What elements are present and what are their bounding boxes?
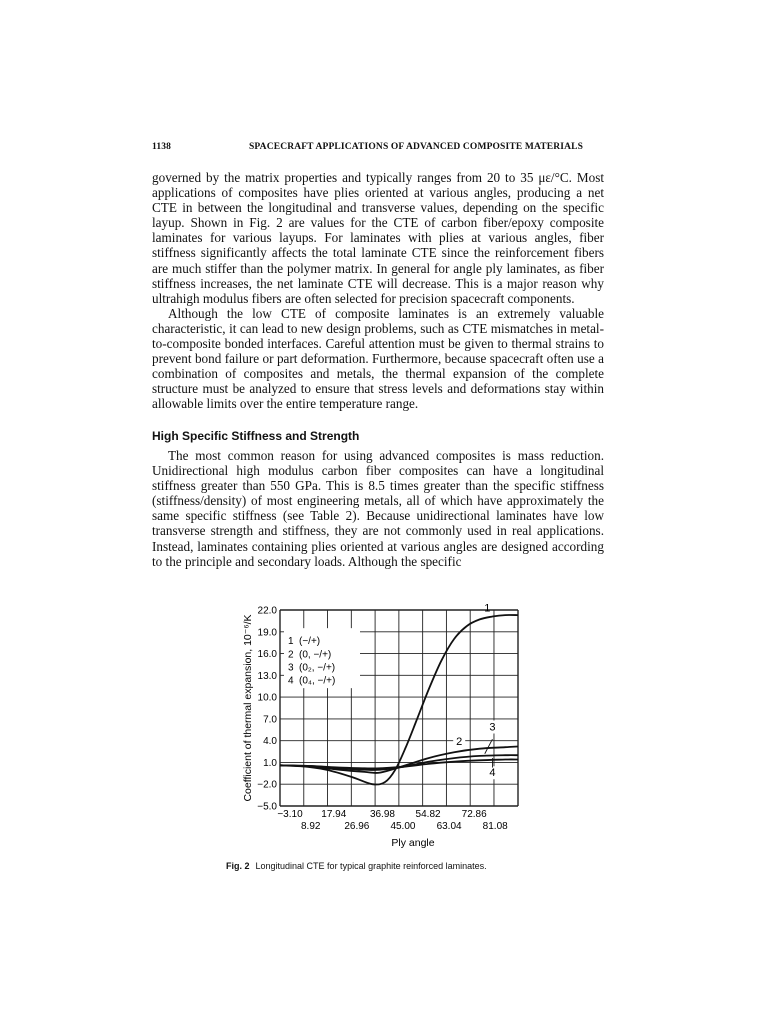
curve-label: 4 (489, 767, 496, 780)
y-tick-label: 22.0 (257, 605, 277, 617)
x-tick-label: 45.00 (390, 821, 416, 832)
legend-entry-label: (−/+) (299, 636, 321, 648)
page-number: 1138 (152, 142, 172, 152)
y-tick-label: 10.0 (257, 692, 277, 704)
y-tick-label: 16.0 (257, 649, 277, 661)
figure-2 (222, 600, 552, 860)
y-tick-label: 19.0 (257, 627, 277, 639)
figure-caption-label: Fig. 2 (226, 861, 250, 871)
x-axis-label: Ply angle (391, 837, 435, 849)
legend-entry-label: (0₂, −/+) (299, 662, 336, 674)
y-tick-label: −5.0 (257, 801, 277, 813)
curve-label: 1 (484, 602, 491, 615)
legend-entry-number: 3 (288, 662, 294, 674)
section-heading: High Specific Stiffness and Strength (152, 429, 360, 443)
x-tick-label: 54.82 (415, 809, 441, 820)
legend-entry-label: (0, −/+) (299, 649, 332, 661)
legend-entry-number: 2 (288, 649, 294, 661)
x-tick-label: 26.96 (344, 821, 370, 832)
x-tick-label: 72.86 (461, 809, 487, 820)
paragraph: Although the low CTE of composite laminates is an extremely valuable characteristic, it can lead to new design problems, such as CTE mismatches in metal-to-composite bonded interfaces. Careful attention must be given to thermal strains to prevent bond failure or part deformation. Furthermore, because spacecraft often use a combination of composites and metals, the thermal expansion of the complete structure must be analyzed to ensure that stress levels and deformations stay within allowable limits over the entire temperature range. (152, 305, 604, 412)
curve-label: 2 (456, 736, 463, 749)
running-title: SPACECRAFT APPLICATIONS OF ADVANCED COMPOSITE MATERIALS (249, 142, 584, 152)
y-tick-label: 7.0 (263, 714, 277, 726)
figure-caption-text: Longitudinal CTE for typical graphite reinforced laminates. (255, 861, 487, 871)
x-tick-label: 8.92 (300, 821, 321, 832)
cte-chart (222, 600, 552, 860)
x-tick-label: 36.98 (369, 809, 395, 820)
body-text-top (152, 170, 604, 412)
y-tick-label: 13.0 (257, 670, 277, 682)
y-tick-label: 1.0 (263, 757, 277, 769)
curve-leader-line (485, 739, 493, 754)
x-tick-label: 17.94 (321, 809, 347, 820)
x-tick-label: −3.10 (277, 809, 303, 820)
y-tick-label: −2.0 (257, 779, 277, 791)
x-tick-label: 63.04 (436, 821, 462, 832)
legend-entry-number: 1 (288, 636, 294, 648)
y-axis-label: Coefficient of thermal expansion, 10⁻⁶/K (242, 614, 254, 802)
paragraph: The most common reason for using advanced composites is mass reduction. Unidirectional high modulus carbon fiber composites can have a longitudinal stiffness greater than 550 GPa. This is 8.5 times greater than the specific stiffness (stiffness/density) of most engineering metals, all of which have approximately the same specific stiffness (see Table 2). Because unidirectional laminates have low transverse strength and stiffness, they are not commonly used in real applications. Instead, laminates containing plies oriented at various angles are designed according to the principle and secondary loads. Although the specific (152, 448, 604, 569)
y-tick-label: 4.0 (263, 736, 277, 748)
paragraph: governed by the matrix properties and typically ranges from 20 to 35 με/°C. Most applications of composites have plies oriented at various angles, producing a net CTE in between the longitudinal and transverse values, depending on the specific layup. Shown in Fig. 2 are values for the CTE of carbon fiber/epoxy composite laminates for various layups. For laminates with plies at various angles, fiber stiffness significantly affects the total laminate CTE since the reinforcement fibers are much stiffer than the polymer matrix. In general for angle ply laminates, as fiber stiffness increases, the net laminate CTE will decrease. This is a major reason why ultrahigh modulus fibers are often selected for precision spacecraft components. (152, 170, 604, 306)
body-text-bottom (152, 448, 604, 569)
curve-label: 3 (489, 721, 496, 734)
x-tick-label: 81.08 (482, 821, 508, 832)
legend-entry-number: 4 (288, 675, 294, 687)
figure-caption (226, 861, 487, 871)
legend-entry-label: (0₄, −/+) (299, 675, 336, 687)
